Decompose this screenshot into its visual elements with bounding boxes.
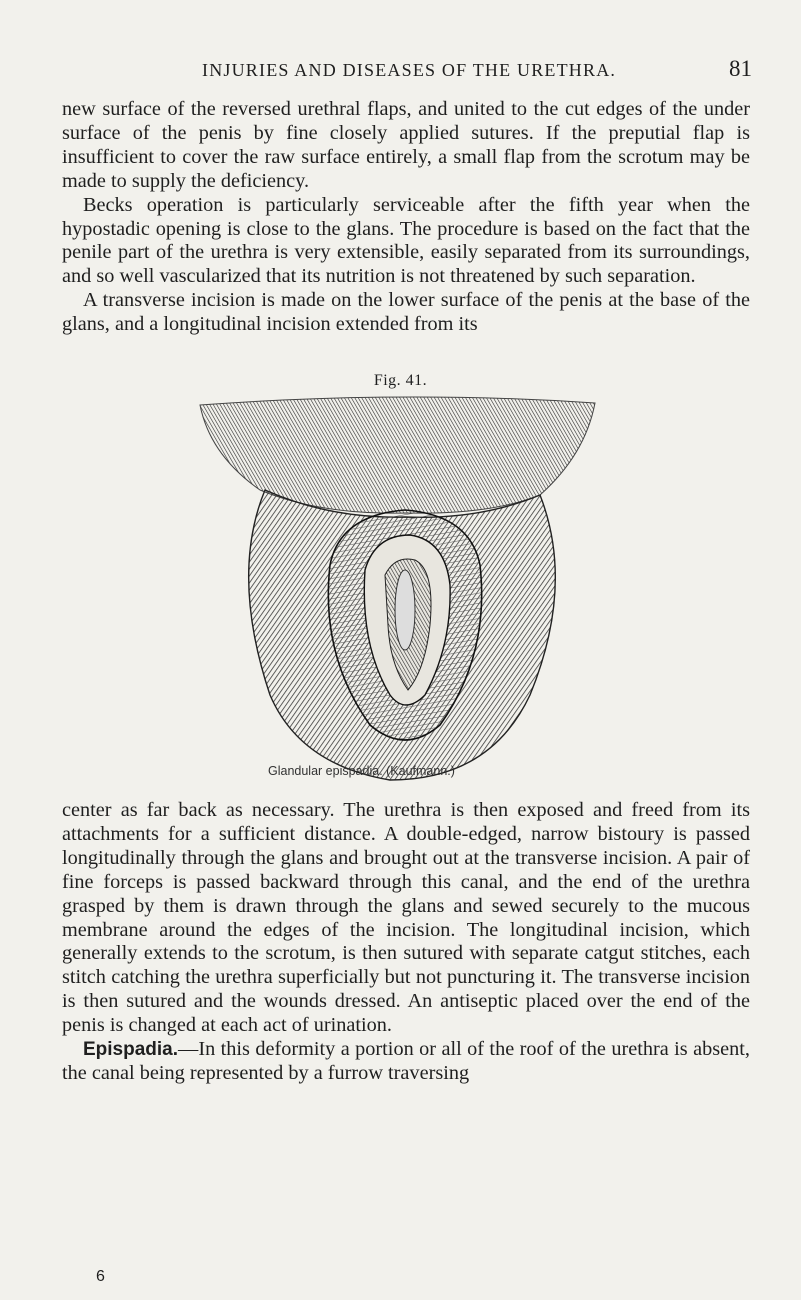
figure-illustration bbox=[190, 395, 620, 785]
paragraph-2: Becks operation is particularly serviceable after the fifth year when the hypostadic opening is close to the glans. The procedure is based on the fact that the penile part of the urethra is very extensible, easily separated from its surroundings, and so well vascularized that its nutrition is not threatened by such separation. bbox=[62, 193, 750, 288]
page-number: 81 bbox=[729, 56, 752, 81]
hair-region bbox=[200, 397, 595, 513]
section-heading-epispadia: Epispadia. bbox=[83, 1039, 179, 1061]
figure-label: Fig. 41. bbox=[373, 372, 428, 389]
paragraph-5 bbox=[62, 1038, 750, 1086]
text-block-top bbox=[62, 98, 750, 337]
text-block-bottom bbox=[62, 799, 750, 1086]
running-title: INJURIES AND DISEASES OF THE URETHRA. bbox=[202, 60, 617, 80]
groove-highlight bbox=[395, 570, 415, 650]
paragraph-3: A transverse incision is made on the lower surface of the penis at the base of the glans, and a longitudinal incision extended from its bbox=[62, 289, 750, 336]
paragraph-5-text: —In this deformity a portion or all of the roof of the urethra is absent, the canal being represented by a furrow traversing bbox=[62, 1038, 750, 1084]
signature-mark: 6 bbox=[96, 1268, 105, 1285]
paragraph-4: center as far back as necessary. The urethra is then exposed and freed from its attachments for a sufficient distance. A double-edged, narrow bistoury is passed longitudinally through the glans and brought out at the transverse incision. A pair of fine forceps is passed backward through this canal, and the end of the urethra grasped by them is drawn through the glans and sewed securely to the mucous membrane around the edges of the incision. The longitudinal incision, which generally extends to the scrotum, is then sutured with separate catgut stitches, each stitch catching the urethra superficially but not puncturing it. The transverse incision is then sutured and the wounds dressed. An antiseptic placed over the end of the penis is changed at each act of urination. bbox=[62, 799, 750, 1037]
running-head bbox=[62, 54, 752, 84]
figure-caption: Glandular epispadia. (Kaufmann.) bbox=[268, 764, 455, 778]
paragraph-1: new surface of the reversed urethral flaps, and united to the cut edges of the under surface of the penis by fine closely applied sutures. If the preputial flap is insufficient to cover the raw surface entirely, a small flap from the scrotum may be made to supply the deficiency. bbox=[62, 98, 750, 192]
